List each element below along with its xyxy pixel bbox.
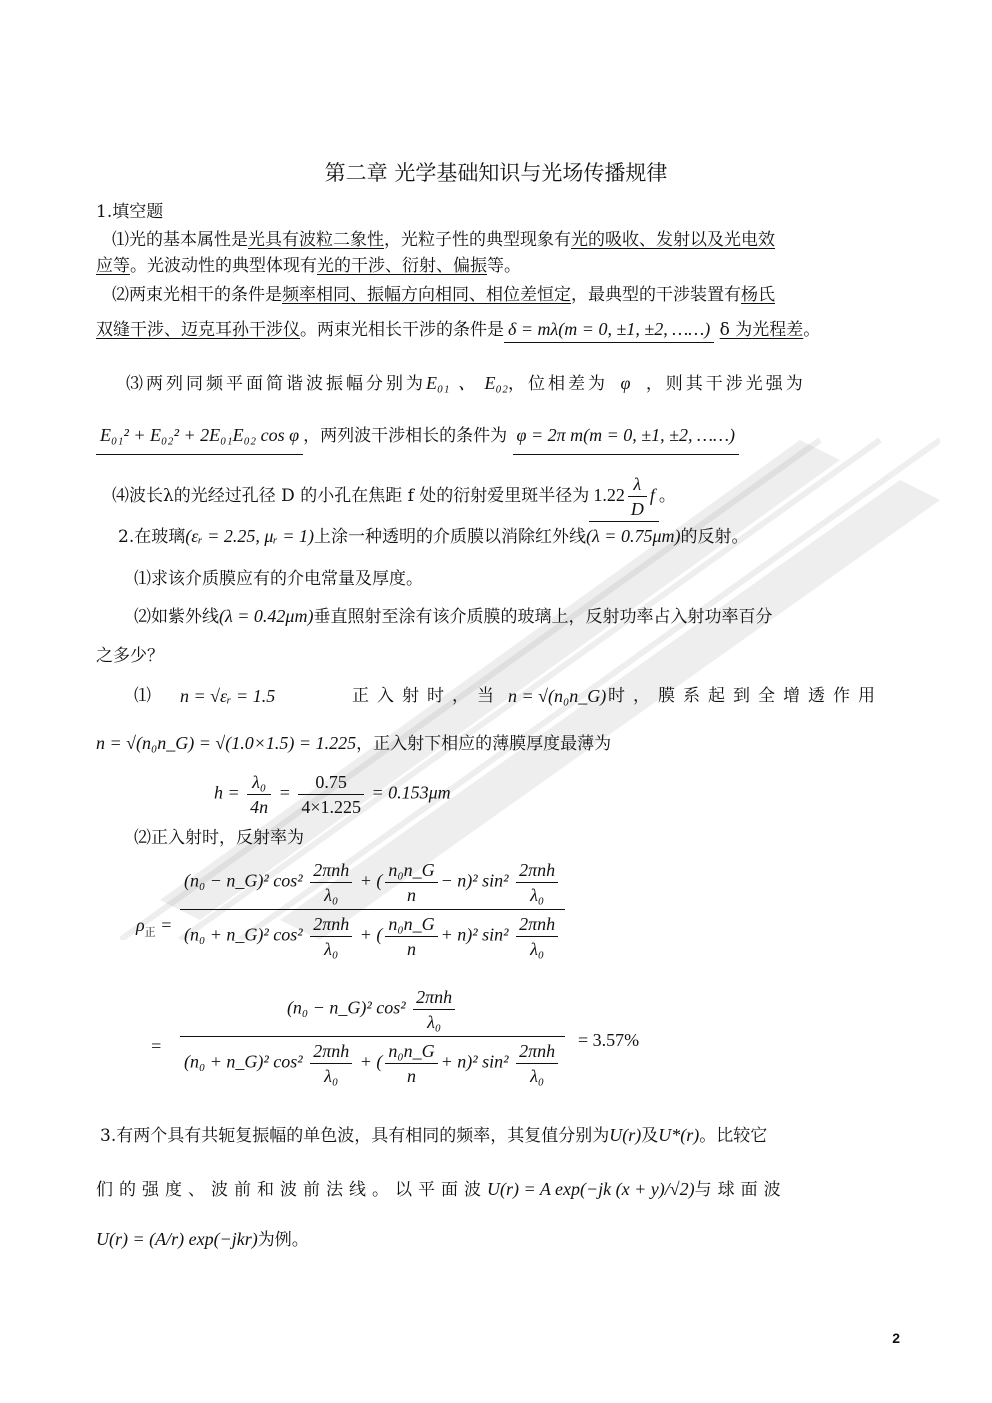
p2-text-e: 的反射。	[680, 527, 749, 547]
q2-answer-1: 频率相同、振幅方向相同、相位差恒定	[282, 285, 571, 305]
q2-line2	[96, 316, 820, 343]
thickness-equation: h = $\frac{\text{λ₀}}{4n}$ = $\frac{0.75}{4\times 1.225}$ = 0.153μm	[214, 772, 451, 817]
p2-infrared-wavelength: (λ = 0.75μm)	[586, 526, 681, 546]
r1-den-mid-den: n	[406, 939, 416, 959]
p3-plane-wave: U(r) = A exp(−jk (x + y)/√2)	[487, 1179, 695, 1199]
r1-den-arg2-num: 2πnh	[516, 912, 558, 937]
q4-frac-num: λ	[628, 472, 647, 497]
p2-sub1: ⑴求该介质膜应有的介电常量及厚度。	[134, 569, 423, 589]
rho-symbol	[136, 915, 172, 940]
r2-num-arg-num: 2πnh	[413, 985, 455, 1010]
q1-answer-1: 光具有波粒二象性	[248, 230, 384, 250]
p3-text-a: 3.有两个具有共轭复振幅的单色波，具有相同的频率，其复值分别为	[100, 1126, 610, 1146]
q3-phase-symbol: φ	[620, 373, 634, 393]
r1-num-arg2-num: 2πnh	[516, 858, 558, 883]
p3-text-c: 及	[641, 1126, 659, 1146]
p3-text-e: 。比较它	[699, 1126, 768, 1146]
p2-ans1-label: ⑴	[134, 686, 151, 706]
q2-answer-3: δ = mλ(m = 0, ±1, ±2, ……)	[504, 316, 714, 343]
r1-den-arg1-num: 2πnh	[310, 912, 352, 937]
r1-den-mid-num: n₀n_G	[385, 912, 437, 937]
r1-den-arg2	[516, 912, 558, 961]
p3-text-2a: 们的强度、波前和波前法线。以平面波	[96, 1180, 487, 1200]
r1-den-mid	[385, 912, 437, 961]
r2-den-mid-den: n	[406, 1066, 416, 1086]
rho-equals: =	[160, 915, 173, 935]
reflectance-2-denominator	[180, 1037, 565, 1088]
r1-den-plus2: + n)² sin²	[440, 924, 509, 945]
thickness-frac2-den: 4×1.225	[301, 797, 361, 817]
r1-den-arg1-den: λ₀	[324, 939, 339, 959]
thickness-frac1	[247, 770, 271, 819]
q1-answer-2a: 光的吸收、发射以及光电效	[571, 230, 775, 250]
p3-line3	[96, 1226, 309, 1253]
r1-num-mid-den: n	[406, 885, 416, 905]
p2-uv-wavelength: (λ = 0.42μm)	[219, 606, 314, 626]
q4-line	[112, 470, 676, 522]
q2-answer-2a: 杨氏	[741, 285, 775, 305]
p3-text-3b: 为例。	[257, 1230, 309, 1250]
r2-num-arg	[413, 985, 455, 1034]
p2-ans1-eq: n = √εᵣ = 1.5	[180, 686, 276, 706]
thickness-frac2	[298, 770, 364, 819]
q2-text-c: ，最典型的干涉装置有	[571, 285, 741, 305]
r1-den-arg2-den: λ₀	[530, 939, 545, 959]
r2-den-arg1-num: 2πnh	[310, 1039, 352, 1064]
r2-den-arg1-den: λ₀	[324, 1066, 339, 1086]
r2-den-mid-num: n₀n_G	[385, 1039, 437, 1064]
q2-answer-2b: 双缝干涉、迈克耳孙干涉仪	[96, 320, 300, 340]
q3-answer-condition: φ = 2π m(m = 0, ±1, ±2, ……)	[513, 422, 740, 455]
p3-wave-ustar: U*(r)	[658, 1125, 700, 1145]
q2-text-a: ⑵两束光相干的条件是	[112, 285, 282, 305]
q1-text-a: ⑴光的基本属性是	[112, 230, 248, 250]
p2-ans1-eq3: n = √(n₀n_G) = √(1.0×1.5) = 1.225	[96, 733, 357, 753]
p2-text-a: 2.在玻璃	[118, 527, 186, 547]
q2-line1	[112, 282, 775, 308]
p2-ans1-line2	[96, 730, 611, 757]
thickness-rhs: = 0.153μm	[371, 782, 451, 803]
rho-subscript: 正	[144, 926, 156, 939]
thickness-frac1-num: λ₀	[247, 770, 271, 795]
reflectance-1-numerator	[180, 858, 565, 910]
r1-num-arg2	[516, 858, 558, 907]
r1-num-mid	[385, 858, 437, 907]
p3-text-2c: 与球面波	[694, 1180, 787, 1200]
p2-sub2-line1	[134, 603, 772, 630]
r2-den-arg2	[516, 1039, 558, 1088]
r2-den-arg2-num: 2πnh	[516, 1039, 558, 1064]
q3-text-g: ，两列波干涉相长的条件为	[303, 426, 508, 446]
q1-line1	[112, 227, 775, 253]
thickness-frac1-den: 4n	[250, 797, 269, 817]
p2-sub2-c: 垂直照射至涂有该介质膜的玻璃上，反射功率占入射功率百分	[313, 607, 773, 627]
r1-num-mid-num: n₀n_G	[385, 858, 437, 883]
r1-num-term1: (n₀ − n_G)² cos²	[184, 870, 303, 891]
thickness-frac2-num: 0.75	[298, 770, 364, 795]
r2-den-term1: (n₀ + n_G)² cos²	[184, 1051, 303, 1072]
q1-line2	[96, 253, 521, 279]
r1-den-term1: (n₀ + n_G)² cos²	[184, 924, 303, 945]
q3-text-c: ，位相差为	[508, 374, 609, 394]
q3-text-e: ，则其干涉光强为	[645, 374, 806, 394]
r1-num-plus: + (	[359, 870, 383, 891]
q1-answer-2b: 应等	[96, 256, 130, 276]
q1-text-c: ，光粒子性的典型现象有	[384, 230, 571, 250]
p2-ans1-eq2: n = √(n₀n_G)	[508, 686, 607, 706]
rho-letter: ρ	[136, 915, 145, 935]
q4-focal: f	[649, 485, 655, 505]
r1-num-arg2-den: λ₀	[530, 885, 545, 905]
q4-coef: 1.22	[593, 485, 625, 505]
p2-sub2-a: ⑵如紫外线	[134, 607, 219, 627]
q4-answer	[589, 472, 659, 522]
r1-den-arg1	[310, 912, 352, 961]
q4-text-a: ⑷波长λ的光经过孔径 D 的小孔在焦距 f 处的衍射爱里斑半径为	[112, 486, 590, 506]
p3-line1	[100, 1122, 767, 1149]
p3-line2	[96, 1176, 787, 1203]
p3-wave-u: U(r)	[609, 1125, 642, 1145]
q3-line2	[96, 422, 739, 455]
p2-ans1-text3: ，正入射下相应的薄膜厚度最薄为	[356, 734, 612, 754]
r2-den-arg1	[310, 1039, 352, 1088]
q2-text-i: 。	[803, 320, 821, 340]
r1-num-arg1-den: λ₀	[324, 885, 339, 905]
q3-answer-intensity: E₀₁² + E₀₂² + 2E₀₁E₀₂ cos φ	[96, 422, 303, 455]
reflectance-fraction-1	[180, 858, 565, 961]
q4-fraction	[628, 472, 647, 521]
r1-num-arg1-num: 2πnh	[310, 858, 352, 883]
q1-text-h: 等。	[487, 256, 521, 276]
r2-num-arg-den: λ₀	[427, 1012, 442, 1032]
reflectance-1-denominator	[180, 910, 565, 961]
reflectance-fraction-2	[180, 985, 565, 1088]
q2-answer-4: δ 为光程差	[719, 320, 804, 340]
reflectance-result: = 3.57%	[578, 1030, 640, 1050]
p2-glass-params: (εᵣ = 2.25, μᵣ = 1)	[185, 526, 315, 546]
r2-den-plus2: + n)² sin²	[440, 1051, 509, 1072]
p2-ans1-text1: 正入射时，当	[352, 686, 502, 706]
p2-text-c: 上涂一种透明的介质膜以消除红外线	[314, 527, 587, 547]
reflectance-2-equals: =	[150, 1036, 163, 1056]
p2-line1	[118, 523, 748, 550]
q1-answer-3: 光的干涉、衍射、偏振	[317, 256, 487, 276]
r2-den-arg2-den: λ₀	[530, 1066, 545, 1086]
r1-num-arg1	[310, 858, 352, 907]
q2-text-f: 。两束光相长干涉的条件是	[300, 320, 504, 340]
q3-amplitudes: E₀₁ 、 E₀₂	[426, 373, 509, 393]
q1-text-f: 。光波动性的典型体现有	[130, 256, 317, 276]
p2-ans1-text2: 时，膜系起到全增透作用	[608, 686, 883, 706]
reflectance-2-numerator	[180, 985, 565, 1037]
q4-text-d: 。	[658, 486, 676, 506]
thickness-lhs: h =	[214, 782, 240, 803]
section-heading-fill-blank: 1.填空题	[96, 202, 164, 222]
r1-num-minus: − n)² sin²	[440, 870, 509, 891]
page-number: 2	[892, 1330, 900, 1346]
p3-spherical-wave: U(r) = (A/r) exp(−jkr)	[96, 1229, 258, 1249]
p2-ans2-text: ⑵正入射时，反射率为	[134, 828, 304, 848]
r1-den-plus: + (	[359, 924, 383, 945]
r2-den-mid	[385, 1039, 437, 1088]
chapter-title: 第二章 光学基础知识与光场传播规律	[324, 161, 668, 185]
p2-sub2-line2: 之多少？	[96, 646, 164, 666]
r2-num-term1: (n₀ − n_G)² cos²	[286, 997, 406, 1018]
q3-text-a: ⑶两列同频平面简谐波振幅分别为	[126, 374, 426, 394]
q4-frac-den: D	[630, 499, 644, 519]
q3-line1	[126, 370, 806, 397]
r2-den-plus: + (	[359, 1051, 383, 1072]
